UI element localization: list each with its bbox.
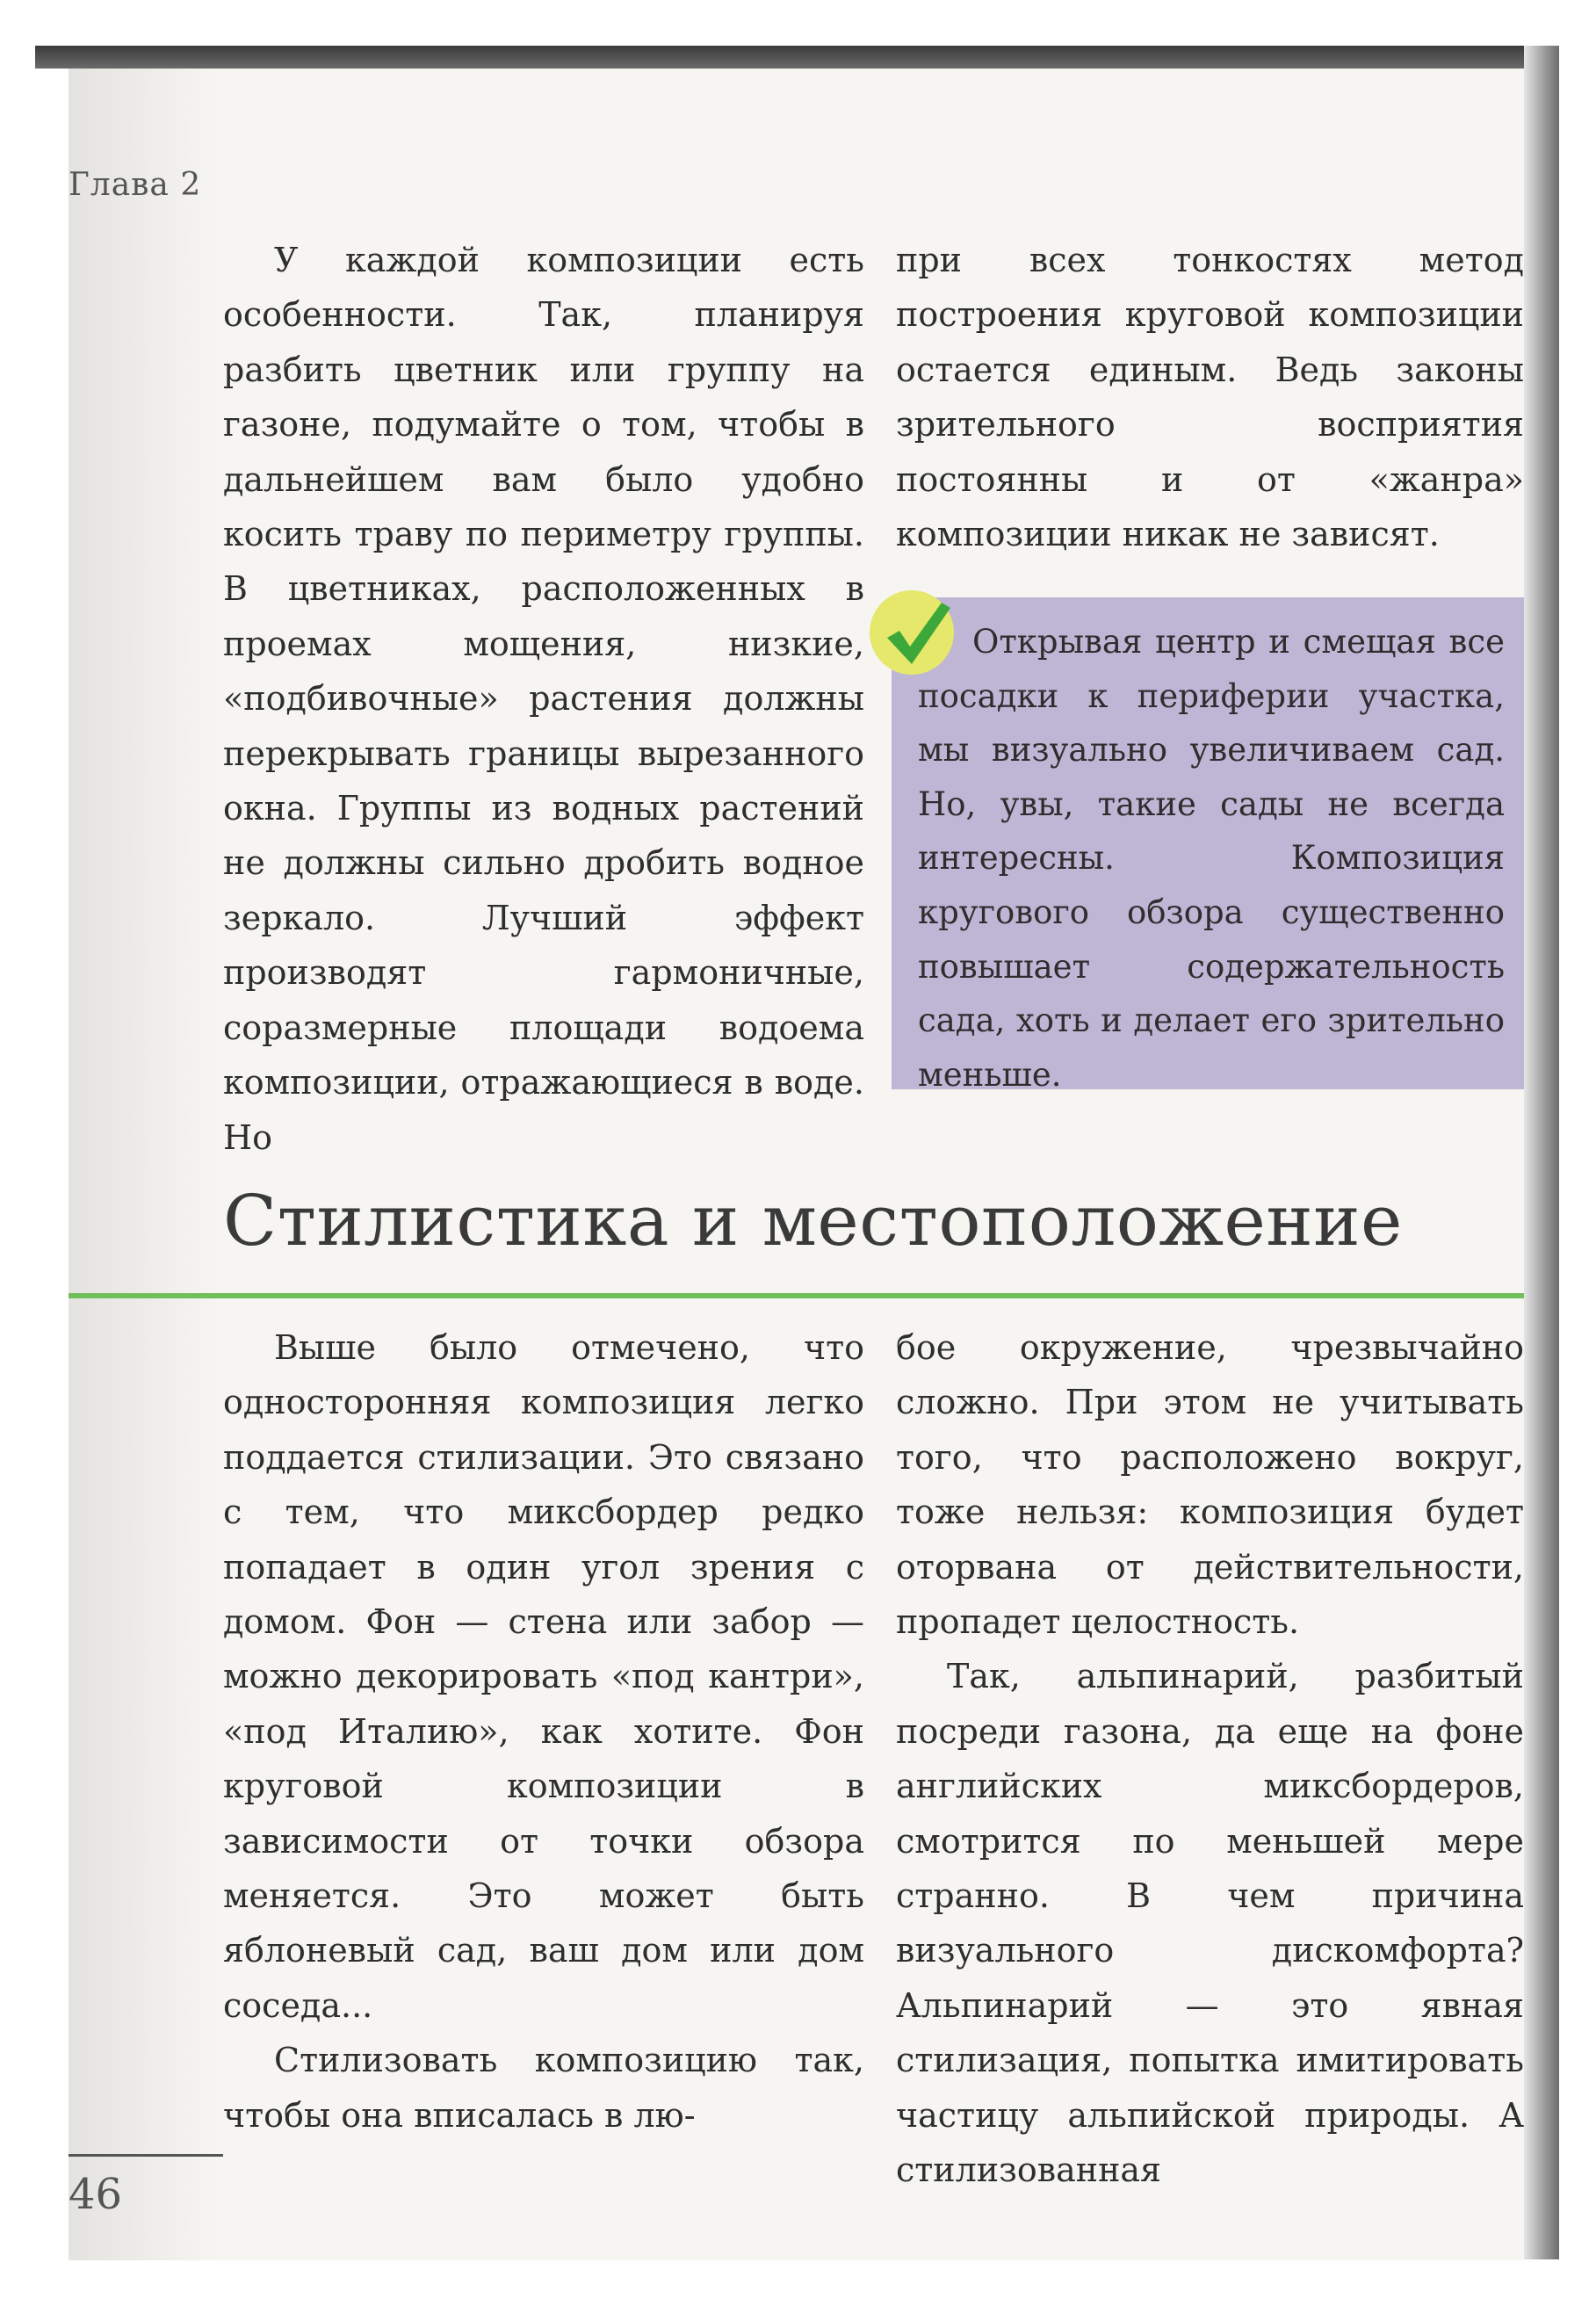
scan-right-edge	[1524, 46, 1559, 2259]
footer-divider	[69, 2154, 223, 2157]
paragraph: Стилизовать композицию так, чтобы она вписалась в лю-	[223, 2041, 864, 2135]
paragraph: при всех тонкостях метод построения круговой композиции остается единым. Ведь законы зрительного восприятия постоянны и от «жанра» композиции никак не зависят.	[896, 241, 1524, 554]
page-margin-shade	[69, 69, 218, 2260]
checkmark-icon	[880, 597, 954, 671]
top-right-column	[896, 233, 1524, 561]
tip-box	[892, 597, 1524, 1094]
section-title: Стилистика и местоположение	[223, 1180, 1403, 1261]
bottom-right-column	[896, 1320, 1524, 2198]
paragraph: У каждой композиции есть особенности. Так, планируя разбить цветник или группу на газоне, подумайте о том, чтобы в дальнейшем вам было удобно косить траву по периметру группы. В цветниках, расположенных в проемах мощения, низкие, «подбивочные» растения должны перекрывать границы вырезанного окна. Группы из водных растений не должны сильно дробить водное зеркало. Лучший эффект производят гармоничные, соразмерные площади водоема композиции, отражающиеся в воде. Но	[223, 241, 864, 1157]
page-number: 46	[69, 2170, 123, 2219]
tip-text: Открывая центр и смещая все посадки к периферии участка, мы визуально увеличиваем сад. Но, увы, такие сады не всегда интересны. Композиция кругового обзора существенно повышает содержательность сада, хоть и делает его зрительно меньше.	[918, 623, 1505, 1094]
tip-badge	[870, 590, 954, 675]
section-divider	[69, 1293, 1524, 1298]
paragraph: Выше было отмечено, что односторонняя композиция легко поддается стилизации. Это связано с тем, что миксбордер редко попадает в один угол зрения с домом. Фон — стена или забор — можно декорировать «под кантри», «под Италию», как хотите. Фон круговой композиции в зависимости от точки обзора меняется. Это может быть яблоневый сад, ваш дом или дом соседа...	[223, 1328, 864, 2025]
scan-top-edge	[35, 46, 1559, 69]
paragraph: бое окружение, чрезвычайно сложно. При этом не учитывать того, что расположено вокруг, тоже нельзя: композиция будет оторвана от действительности, пропадет целостность.	[896, 1328, 1524, 1642]
bottom-left-column	[223, 1320, 864, 2143]
paragraph: Так, альпинарий, разбитый посреди газона, да еще на фоне английских миксбордеров, смотрится по меньшей мере странно. В чем причина визуального дискомфорта? Альпинарий — это явная стилизация, попытка имитировать частицу альпийской природы. А стилизованная	[896, 1657, 1524, 2190]
top-left-column	[223, 233, 864, 1165]
chapter-label: Глава 2	[69, 167, 202, 203]
